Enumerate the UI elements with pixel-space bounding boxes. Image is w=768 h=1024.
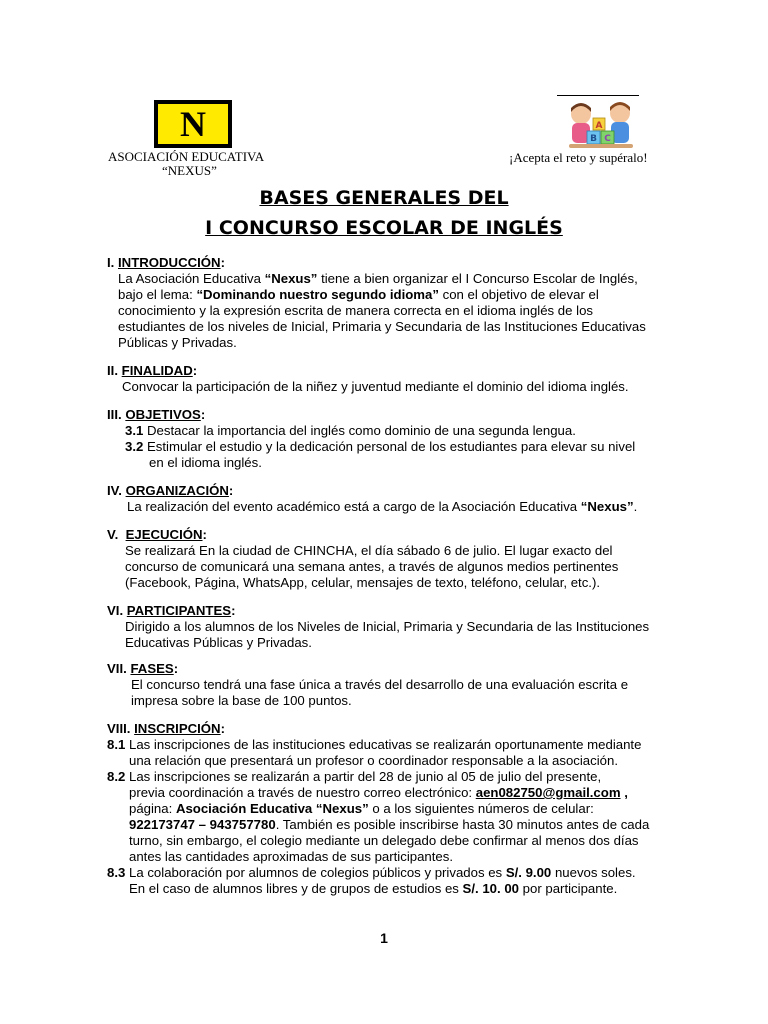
organization-name-line2: “NEXUS” [162, 163, 217, 178]
paragraph-line: antes las cantidades aproximadas de sus participantes. [129, 849, 454, 864]
section-heading: VIII. INSCRIPCIÓN: [107, 721, 225, 736]
children-with-abc-blocks-illustration [563, 98, 639, 152]
section-finalidad [107, 363, 687, 395]
section-heading: I. INTRODUCCIÓN: [107, 255, 225, 270]
header-divider [557, 95, 639, 96]
paragraph-line: turno, sin embargo, el colegio mediante un delegado debe confirmar al menos dos días [129, 833, 639, 848]
paragraph-line: Públicas y Privadas. [118, 335, 237, 350]
paragraph-line: previa coordinación a través de nuestro correo electrónico: aen082750@gmail.com , [129, 785, 628, 800]
paragraph-line: La Asociación Educativa “Nexus” tiene a bien organizar el I Concurso Escolar de Inglés, [118, 271, 638, 286]
paragraph-line: 922173747 – 943757780. También es posible inscribirse hasta 30 minutos antes de cada [129, 817, 650, 832]
section-organizacion [107, 483, 687, 515]
contact-phones: 922173747 – 943757780 [129, 817, 276, 832]
svg-text:B: B [590, 134, 597, 144]
section-introduccion [107, 255, 687, 351]
document-body [107, 255, 687, 897]
registration-item: 8.3 La colaboración por alumnos de colegios públicos y privados es S/. 9.00 nuevos soles. [107, 865, 636, 880]
svg-text:C: C [604, 134, 611, 144]
objective-item: 3.2 Estimular el estudio y la dedicación personal de los estudiantes para elevar su nivel [125, 439, 636, 454]
section-participantes [107, 603, 687, 651]
document-title-line1: BASES GENERALES DEL [259, 187, 509, 209]
section-heading: II. FINALIDAD: [107, 363, 198, 378]
paragraph-line: Convocar la participación de la niñez y juventud mediante el dominio del idioma inglés. [122, 379, 629, 394]
svg-text:N: N [180, 108, 206, 140]
objective-item: 3.1 Destacar la importancia del inglés como dominio de una segunda lengua. [125, 423, 576, 438]
slogan: ¡Acepta el reto y supéralo! [509, 150, 648, 165]
paragraph-line: estudiantes de los niveles de Inicial, Primaria y Secundaria de las Instituciones Educativas [118, 319, 646, 334]
paragraph-line: Dirigido a los alumnos de los Niveles de Inicial, Primaria y Secundaria de las Instituciones [125, 619, 650, 634]
paragraph-line: concurso de comunicará una semana antes, a través de algunos medios pertinentes [125, 559, 619, 574]
paragraph-line: bajo el lema: “Dominando nuestro segundo idioma” con el objetivo de elevar el [118, 287, 599, 302]
paragraph-line: Se realizará En la ciudad de CHINCHA, el día sábado 6 de julio. El lugar exacto del [125, 543, 613, 558]
svg-text:A: A [595, 121, 603, 131]
section-ejecucion [107, 527, 687, 591]
paragraph-line: página: Asociación Educativa “Nexus” o a los siguientes números de celular: [129, 801, 594, 816]
section-heading: VI. PARTICIPANTES: [107, 603, 236, 618]
section-heading: VII. FASES: [107, 661, 179, 676]
paragraph-line: (Facebook, Página, WhatsApp, celular, mensajes de texto, teléfono, celular, etc.). [125, 575, 601, 590]
nexus-logo-letter [163, 108, 223, 140]
nexus-logo [154, 100, 232, 148]
organization-name-line1: ASOCIACIÓN EDUCATIVA [108, 149, 265, 164]
section-heading: III. OBJETIVOS: [107, 407, 206, 422]
paragraph-line: Educativas Públicas y Privadas. [125, 635, 312, 650]
document-title-line2: I CONCURSO ESCOLAR DE INGLÉS [205, 217, 563, 239]
paragraph-line: El concurso tendrá una fase única a través del desarrollo de una evaluación escrita e [131, 677, 629, 692]
section-inscripcion [107, 721, 687, 897]
paragraph-line: en el idioma inglés. [149, 455, 262, 470]
section-fases [107, 661, 687, 709]
organization-name [108, 150, 308, 178]
paragraph-line: impresa sobre la base de 100 puntos. [131, 693, 352, 708]
registration-item: 8.2 Las inscripciones se realizarán a partir del 28 de junio al 05 de julio del presente, [107, 769, 602, 784]
section-objetivos [107, 407, 687, 471]
contact-email-link[interactable]: aen082750@gmail.com [475, 785, 621, 800]
paragraph-line: En el caso de alumnos libres y de grupos de estudios es S/. 10. 00 por participante. [129, 881, 618, 896]
page-number: 1 [380, 930, 388, 946]
paragraph-line: conocimiento y la expresión escrita de manera correcta en el idioma inglés de los [118, 303, 593, 318]
paragraph-line: La realización del evento académico está a cargo de la Asociación Educativa “Nexus”. [127, 499, 638, 514]
registration-item: 8.1 Las inscripciones de las instituciones educativas se realizarán oportunamente mediante [107, 737, 642, 752]
section-heading: V. EJECUCIÓN: [107, 527, 207, 542]
section-heading: IV. ORGANIZACIÓN: [107, 483, 234, 498]
paragraph-line: una relación que presentará un profesor o coordinador responsable a la asociación. [129, 753, 618, 768]
